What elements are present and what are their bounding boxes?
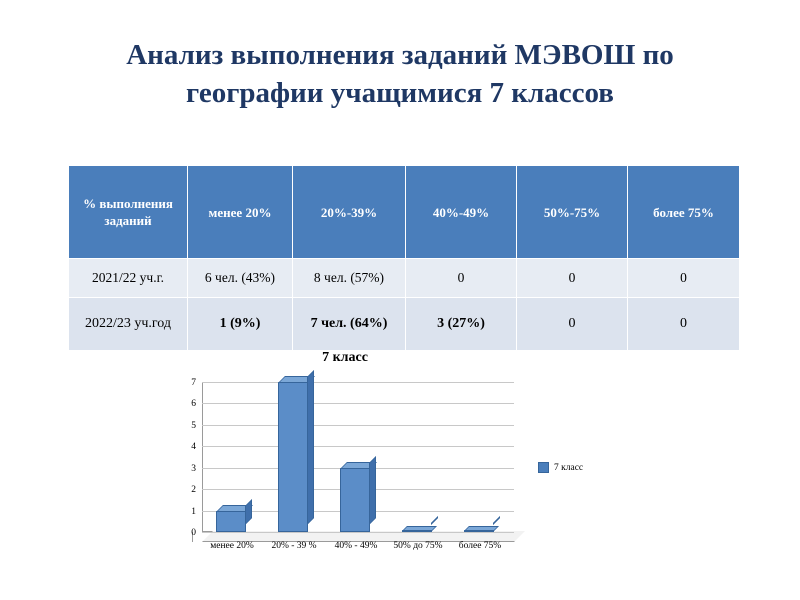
bar-side-face [369,456,376,525]
slide-left-border [0,0,27,600]
gridline [191,528,514,538]
bar-chart [150,350,670,590]
legend-swatch-icon [538,462,549,473]
cell-2022-range-2: 7 чел. (64%) [293,298,406,351]
bar-menee-20 [210,511,254,551]
table-header-range-3: 40%-49% [406,166,517,259]
y-tick-6: 6 [191,399,196,410]
chart-plot-area [191,378,514,551]
cell-2021-range-1: 6 чел. (43%) [188,259,293,298]
chart-legend [538,462,583,473]
x-label-0: менее 20% [210,541,254,551]
y-tick-2: 2 [191,485,196,496]
chart-title: 7 класс [322,350,368,365]
table-header-range-2: 20%-39% [293,166,406,259]
cell-2021-range-5: 0 [628,259,740,298]
cell-2021-range-4: 0 [517,259,628,298]
table-row [69,298,740,351]
cell-2021-range-2: 8 чел. (57%) [293,259,406,298]
cell-2022-range-4: 0 [517,298,628,351]
cell-2022-range-3: 3 (27%) [406,298,517,351]
bar-top-face [402,526,437,531]
bar-bolee-75 [458,530,502,551]
gridline [191,442,514,453]
results-table [68,165,740,351]
cell-2022-range-5: 0 [628,298,740,351]
page-title: Анализ выполнения заданий МЭВОШ по географии учащимися 7 классов [126,39,674,109]
table-header-range-5: более 75% [628,166,740,259]
table-header-metric: % выполнения заданий [69,166,188,259]
y-tick-7: 7 [191,378,196,388]
bar-40-49 [334,468,378,551]
y-tick-0: 0 [191,528,196,538]
gridline [191,378,514,388]
table-row [69,259,740,298]
legend-label: 7 класс [554,462,584,473]
x-label-3: 50% до 75% [393,541,443,551]
table-header-row [69,166,740,259]
bar-top-face [464,526,499,531]
gridline [191,399,514,410]
cell-2022-range-1: 1 (9%) [188,298,293,351]
y-tick-1: 1 [191,506,196,517]
table-header-range-4: 50%-75% [517,166,628,259]
row-label-2022: 2022/23 уч.год [69,298,188,351]
bar-side-face [307,370,314,525]
y-tick-4: 4 [191,442,196,453]
bar-50-75 [393,530,443,551]
x-label-4: более 75% [458,541,502,551]
row-label-2021: 2021/22 уч.г. [69,259,188,298]
y-tick-3: 3 [191,463,196,474]
x-label-1: 20% - 39 % [271,541,317,551]
gridline [191,420,514,431]
bar-20-39 [271,382,317,551]
y-tick-5: 5 [191,420,196,431]
table-header-range-1: менее 20% [188,166,293,259]
x-label-2: 40% - 49% [334,541,378,551]
cell-2021-range-3: 0 [406,259,517,298]
